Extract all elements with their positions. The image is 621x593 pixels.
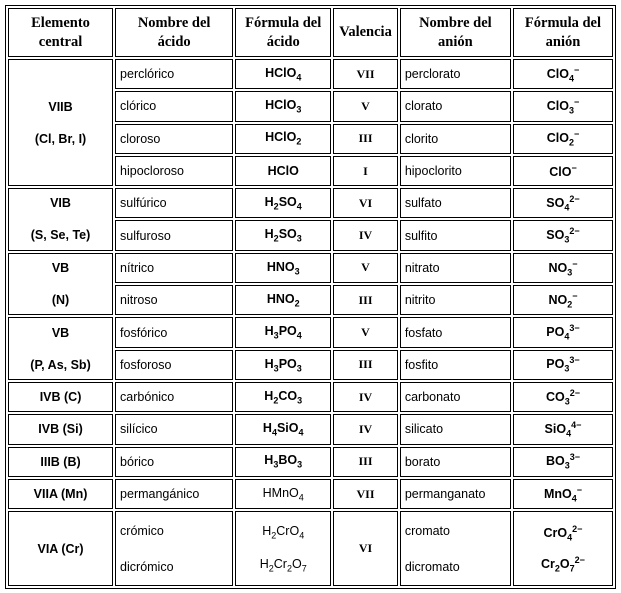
- element-members: (Cl, Br, I): [34, 131, 87, 146]
- table-body: [8, 59, 613, 586]
- valence-cell: VI: [333, 188, 398, 218]
- header-valence: Valencia: [333, 8, 398, 57]
- acid-name-cell: fosfórico: [115, 317, 233, 347]
- acid-name-cell: permangánico: [115, 479, 233, 509]
- anion-name-cell: perclorato: [400, 59, 511, 89]
- anion-name-cell: clorato: [400, 91, 511, 121]
- valence-cell: V: [333, 317, 398, 347]
- acid-name-cell-entry: crómico: [120, 523, 164, 538]
- anion-name-cell: nitrito: [400, 285, 511, 315]
- anion-formula-cell: MnO$_4$−: [513, 479, 613, 509]
- acid-formula-cell: $H_3PO_4$: [235, 317, 331, 347]
- anion-formula-cell: ClO$_4$−: [513, 59, 613, 89]
- acid-name-cell-entry: dicrómico: [120, 559, 174, 574]
- anion-formula-cell-stack: [518, 524, 608, 574]
- element-group: VB: [51, 325, 70, 340]
- table-row: [8, 253, 613, 283]
- oxoacid-table: [5, 5, 616, 589]
- valence-cell: III: [333, 350, 398, 380]
- table-row: [8, 382, 613, 412]
- acid-name-cell-stack: [120, 524, 228, 574]
- element-group: IIIB (B): [40, 454, 81, 469]
- element-members: (P, As, Sb): [30, 357, 91, 372]
- anion-name-cell: nitrato: [400, 253, 511, 283]
- anion-formula-cell: $SO_3^{2-}$: [513, 220, 613, 250]
- header-element-central: Elemento central: [8, 8, 113, 57]
- element-central-cell: [8, 382, 113, 412]
- acid-formula-cell-entry: $H_2CrO_4$: [262, 523, 305, 541]
- element-members: (S, Se, Te): [30, 228, 91, 243]
- acid-name-cell: silícico: [115, 414, 233, 444]
- element-group: VB: [51, 261, 70, 276]
- anion-formula-cell: $PO_3^{3-}$: [513, 350, 613, 380]
- acid-formula-cell: $H_2CO_3$: [235, 382, 331, 412]
- valence-cell: IV: [333, 220, 398, 250]
- element-group: VIB: [50, 196, 71, 211]
- acid-name-cell: fosforoso: [115, 350, 233, 380]
- anion-name-cell: borato: [400, 447, 511, 477]
- element-central-cell: [8, 253, 113, 316]
- element-central-cell: [8, 447, 113, 477]
- acid-name-cell: cloroso: [115, 124, 233, 154]
- anion-formula-cell: ClO$_2$−: [513, 124, 613, 154]
- acid-formula-cell: HClO: [235, 156, 331, 186]
- header-row: [8, 8, 613, 57]
- acid-formula-cell: $HNO_3$: [235, 253, 331, 283]
- valence-cell: V: [333, 253, 398, 283]
- element-central-cell: [8, 59, 113, 186]
- anion-name-cell: silicato: [400, 414, 511, 444]
- acid-name-cell: [115, 511, 233, 586]
- acid-formula-cell: HMnO$_4$: [235, 479, 331, 509]
- element-members: (N): [51, 293, 70, 308]
- acid-name-cell: nítrico: [115, 253, 233, 283]
- valence-cell: V: [333, 91, 398, 121]
- anion-name-cell: fosfito: [400, 350, 511, 380]
- acid-formula-cell: HClO$_2$: [235, 124, 331, 154]
- element-central-cell: [8, 317, 113, 380]
- element-group: VIIB: [48, 99, 73, 114]
- acid-formula-cell: HClO$_3$: [235, 91, 331, 121]
- anion-formula-cell: $CO_3^{2-}$: [513, 382, 613, 412]
- valence-cell: I: [333, 156, 398, 186]
- acid-formula-cell: HClO$_4$: [235, 59, 331, 89]
- acid-name-cell: nitroso: [115, 285, 233, 315]
- acid-name-cell: carbónico: [115, 382, 233, 412]
- anion-formula-cell: $SO_4^{2-}$: [513, 188, 613, 218]
- anion-formula-cell-entry: CrO$_4^{2-}$: [543, 523, 583, 543]
- table-row: [8, 511, 613, 586]
- element-central-cell: [8, 188, 113, 251]
- valence-cell: III: [333, 285, 398, 315]
- header-anion-name: Nombre del anión: [400, 8, 511, 57]
- table-row: [8, 414, 613, 444]
- header-acid-formula: Fórmula del ácido: [235, 8, 331, 57]
- acid-name-cell: hipocloroso: [115, 156, 233, 186]
- acid-formula-cell: $H_4SiO_4$: [235, 414, 331, 444]
- table-row: [8, 447, 613, 477]
- acid-name-cell: bórico: [115, 447, 233, 477]
- anion-name-cell: permanganato: [400, 479, 511, 509]
- acid-formula-cell: $H_3BO_3$: [235, 447, 331, 477]
- acid-formula-cell: [235, 511, 331, 586]
- anion-name-cell: clorito: [400, 124, 511, 154]
- anion-name-cell-stack: [405, 524, 506, 574]
- anion-formula-cell: ClO−: [513, 156, 613, 186]
- element-group: IVB (C): [39, 390, 82, 405]
- acid-formula-cell: $H_2SO_4$: [235, 188, 331, 218]
- anion-formula-cell-entry: $Cr_2O_7^{2-}$: [541, 554, 585, 574]
- acid-formula-cell: $H_3PO_3$: [235, 350, 331, 380]
- valence-cell: IV: [333, 414, 398, 444]
- anion-formula-cell: SiO$_4^{4-}$: [513, 414, 613, 444]
- element-group: VIIA (Mn): [33, 487, 88, 501]
- valence-cell: VI: [333, 511, 398, 586]
- table-row: [8, 59, 613, 89]
- acid-formula-cell: $H_2SO_3$: [235, 220, 331, 250]
- anion-name-cell: sulfito: [400, 220, 511, 250]
- table-row: [8, 188, 613, 218]
- header-acid-name: Nombre del ácido: [115, 8, 233, 57]
- anion-name-cell: [400, 511, 511, 586]
- table-row: [8, 317, 613, 347]
- element-group: IVB (Si): [38, 422, 83, 437]
- table-row: [8, 479, 613, 509]
- acid-formula-cell-entry: $H_2Cr_2O_7$: [259, 557, 307, 574]
- element-central-cell: [8, 414, 113, 444]
- acid-name-cell: perclórico: [115, 59, 233, 89]
- acid-name-cell: sulfúrico: [115, 188, 233, 218]
- acid-name-cell: clórico: [115, 91, 233, 121]
- anion-name-cell: carbonato: [400, 382, 511, 412]
- valence-cell: VII: [333, 59, 398, 89]
- anion-formula-cell: $BO_3^{3-}$: [513, 447, 613, 477]
- element-central-cell: [8, 479, 113, 509]
- anion-formula-cell: [513, 511, 613, 586]
- anion-name-cell-entry: cromato: [404, 523, 450, 538]
- valence-cell: VII: [333, 479, 398, 509]
- anion-name-cell: hipoclorito: [400, 156, 511, 186]
- acid-name-cell: sulfuroso: [115, 220, 233, 250]
- acid-formula-cell-stack: [240, 524, 326, 574]
- valence-cell: IV: [333, 382, 398, 412]
- anion-formula-cell: $NO_3^-$: [513, 253, 613, 283]
- anion-name-cell: sulfato: [400, 188, 511, 218]
- element-central-cell: VIA (Cr): [8, 511, 113, 586]
- anion-formula-cell: $PO_4^{3-}$: [513, 317, 613, 347]
- anion-formula-cell: $NO_2^-$: [513, 285, 613, 315]
- valence-cell: III: [333, 447, 398, 477]
- acid-formula-cell: $HNO_2$: [235, 285, 331, 315]
- anion-name-cell-entry: dicromato: [404, 559, 460, 574]
- anion-formula-cell: ClO$_3$−: [513, 91, 613, 121]
- header-anion-formula: Fórmula del anión: [513, 8, 613, 57]
- anion-name-cell: fosfato: [400, 317, 511, 347]
- valence-cell: III: [333, 124, 398, 154]
